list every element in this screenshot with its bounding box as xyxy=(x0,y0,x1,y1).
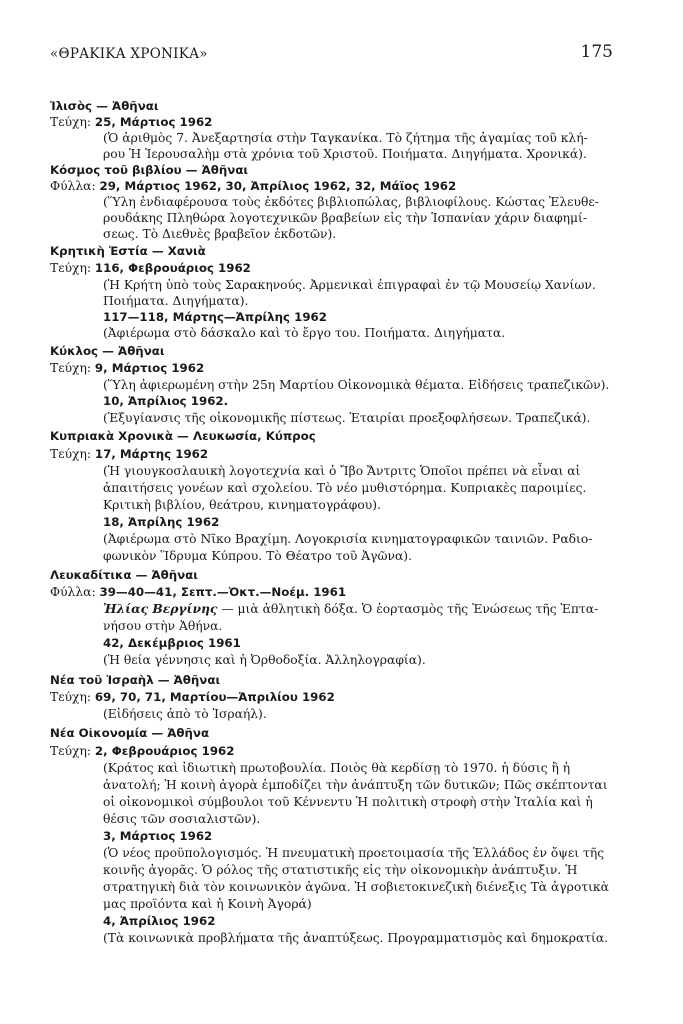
text-line xyxy=(50,743,234,759)
periodical-heading xyxy=(50,567,198,583)
bold-text: Νέα Οἰκονομία — Ἀθῆνα xyxy=(50,726,210,740)
plain-text: (Ἀφιέρωμα στὸ δάσκαλο καὶ τὸ ἔργο του. Ποιήματα. Διηγήματα. xyxy=(103,326,506,340)
plain-text: ρου Ἡ Ἱερουσαλὴμ στὰ χρόνια τοῦ Χριστοῦ. Ποιήματα. Διηγήματα. Χρονικά). xyxy=(103,147,587,161)
text-line xyxy=(103,531,592,547)
plain-text: στρατηγικὴ διὰ τὸν κοινωνικὸν ἀγῶνα. Ἡ σοβιετοκινεζικὴ διένεξις Τὰ ἀγροτικὰ xyxy=(103,880,609,894)
text-line xyxy=(103,463,580,479)
bold-text: 3, Μάρτιος 1962 xyxy=(103,829,213,843)
text-line xyxy=(103,514,219,530)
bold-text: Κρητικὴ Ἑστία — Χανιὰ xyxy=(50,244,206,258)
journal-title: «ΘΡΑΚΙΚΑ ΧΡΟΝΙΚΑ» xyxy=(50,46,208,62)
plain-text: σεως. Τὸ Διεθνὲς βραβεῖον ἐκδοτῶν). xyxy=(103,227,337,241)
text-line xyxy=(103,226,336,242)
text-line xyxy=(103,618,222,634)
text-line xyxy=(103,480,586,496)
plain-text: (Ἡ θεία γέννησις καὶ ἡ Ὀρθοδοξία. Ἀλληλογραφία). xyxy=(103,653,426,667)
text-line xyxy=(103,828,212,844)
plain-text: ρουδάκης Πληθώρα λογοτεχνικῶν βραβείων εἰς τὴν Ἱσπανίαν χάριν διαφημί- xyxy=(103,211,588,225)
text-line xyxy=(103,130,588,146)
bold-text: Κόσμος τοῦ βιβλίου — Ἀθῆναι xyxy=(50,163,249,177)
plain-text: Τεύχη: xyxy=(50,261,95,275)
plain-text: Φύλλα: xyxy=(50,585,100,599)
plain-text: Τεύχη: xyxy=(50,361,95,375)
periodical-heading xyxy=(50,672,220,688)
plain-text: (Ἀφιέρωμα στὸ Νῖκο Βραχίμη. Λογοκρισία κινηματογραφικῶν ταινιῶν. Ραδιο- xyxy=(103,532,593,546)
text-line xyxy=(50,584,346,600)
page-number: 175 xyxy=(580,42,613,62)
text-line xyxy=(50,360,204,376)
plain-text: ἀνατολή; Ἡ κοινὴ ἀγορὰ ἐμποδίζει τὴν ἀνάπτυξη τῶν δυτικῶν; Πῶς σκέπτονται xyxy=(103,778,608,792)
bold-text: 17, Μάρτης 1962 xyxy=(94,447,209,461)
bold-text: Νέα τοῦ Ἰσραὴλ — Ἀθῆναι xyxy=(50,673,221,687)
text-line xyxy=(103,706,267,722)
bold-text: 39—40—41, Σεπτ.—Ὀκτ.—Νοέμ. 1961 xyxy=(99,585,347,599)
text-line xyxy=(50,446,208,462)
periodical-heading xyxy=(50,428,316,444)
bold-text: Κυπριακὰ Χρονικὰ — Λευκωσία, Κύπρος xyxy=(50,429,316,443)
plain-text: θέσις τῶν σοσιαλιστῶν). xyxy=(103,812,261,826)
text-line xyxy=(103,879,609,895)
text-line xyxy=(103,293,248,309)
plain-text: οἱ οἰκονομικοὶ σύμβουλοι τοῦ Κέννεντυ Ἡ πολιτικὴ στροφὴ στὴν Ἰταλία καὶ ἡ xyxy=(103,795,593,809)
plain-text: Φύλλα: xyxy=(50,179,100,193)
plain-text: — μιὰ ἀθλητικὴ δόξα. Ὁ ἑορτασμὸς τῆς Ἑνώσεως τῆς Ἑπτα- xyxy=(217,602,599,616)
text-line xyxy=(103,794,593,810)
periodical-heading xyxy=(50,243,206,259)
text-line xyxy=(103,309,327,325)
plain-text: μας προϊόντα καὶ ἡ Κοινὴ Ἀγορά) xyxy=(103,897,312,911)
periodical-heading xyxy=(50,725,209,741)
bold-text: Ἰλισὸς — Ἀθῆναι xyxy=(50,99,159,113)
bold-text: 25, Μάρτιος 1962 xyxy=(94,115,213,129)
plain-text: (Ὁ ἀριθμὸς 7. Ἀνεξαρτησία στὴν Ταγκανίκα. Τὸ ζήτημα τῆς ἀγαμίας τοῦ κλή- xyxy=(103,131,588,145)
text-line xyxy=(103,845,604,861)
plain-text: (Εἰδήσεις ἀπὸ τὸ Ἰσραήλ). xyxy=(103,707,267,721)
plain-text: (Ὕλη ἀφιερωμένη στὴν 25η Μαρτίου Οἰκονομικὰ θέματα. Εἰδήσεις τραπεζικῶν). xyxy=(103,378,610,392)
bold-text: Λευκαδίτικα — Ἀθῆναι xyxy=(50,568,198,582)
bold-italic-text: Ἠλίας Βεργίνης xyxy=(103,601,218,616)
text-line xyxy=(50,689,335,705)
text-line xyxy=(103,652,426,668)
bold-text: 18, Ἀπρίλης 1962 xyxy=(103,515,220,529)
text-line xyxy=(103,194,599,210)
text-line xyxy=(103,913,215,929)
plain-text: (Ὁ νέος προϋπολογισμός. Ἡ πνευματικὴ προετοιμασία τῆς Ἑλλάδος ἐν ὄψει τῆς xyxy=(103,846,605,860)
text-line xyxy=(103,862,577,878)
plain-text: Κριτικὴ βιβλίου, θεάτρου, κινηματογράφου). xyxy=(103,498,381,512)
plain-text: Τεύχη: xyxy=(50,744,95,758)
plain-text: (Κράτος καὶ ἰδιωτικὴ πρωτοβουλία. Ποιὸς θὰ κερδίσῃ τὸ 1970. ἡ δύσις ἢ ἡ xyxy=(103,761,571,775)
bold-text: 4, Ἀπρίλιος 1962 xyxy=(103,914,216,928)
bold-text: 42, Δεκέμβριος 1961 xyxy=(103,636,241,650)
plain-text: Τεύχη: xyxy=(50,447,95,461)
bold-text: 116, Φεβρουάριος 1962 xyxy=(94,261,251,275)
plain-text: Τεύχη: xyxy=(50,690,95,704)
text-line xyxy=(103,811,260,827)
plain-text: (Ἡ Κρήτη ὑπὸ τοὺς Σαρακηνούς. Ἀρμενικαὶ ἐπιγραφαὶ ἐν τῷ Μουσείῳ Χανίων. xyxy=(103,278,596,292)
text-line xyxy=(103,497,381,513)
plain-text: (Ὕλη ἐνδιαφέρουσα τοὺς ἐκδότες βιβλιοπώλας, βιβλιοφίλους. Κώστας Ἐλευθε- xyxy=(103,195,599,209)
text-line xyxy=(103,146,587,162)
text-line xyxy=(103,777,608,793)
text-line xyxy=(50,114,212,130)
bold-text: 117—118, Μάρτης—Ἀπρίλης 1962 xyxy=(103,310,327,324)
periodical-heading xyxy=(50,343,164,359)
plain-text: Ποιήματα. Διηγήματα). xyxy=(103,294,249,308)
text-line xyxy=(103,896,312,912)
bold-text: 29, Μάρτιος 1962, 30, Ἀπρίλιος 1962, 32, Μάϊος 1962 xyxy=(99,179,457,193)
plain-text: φωνικὸν Ἵδρυμα Κύπρου. Τὸ Θέατρο τοῦ Ἀγῶνα). xyxy=(103,549,413,563)
plain-text: νήσου στὴν Ἀθήνα. xyxy=(103,619,223,633)
plain-text: ἀπαιτήσεις γονέων καὶ σχολείου. Τὸ νέο μυθιστόρημα. Κυπριακὲς παροιμίες. xyxy=(103,481,587,495)
text-line xyxy=(103,325,505,341)
text-line xyxy=(103,930,608,946)
plain-text: (Ἐξυγίανσις τῆς οἰκονομικῆς πίστεως. Ἑταιρίαι προεξοφλήσεων. Τραπεζικά). xyxy=(103,411,591,425)
plain-text: κοινῆς ἀγορᾶς. Ὁ ρόλος τῆς στατιστικῆς εἰς τὴν οἰκονομικὴν ἀνάπτυξιν. Ἡ xyxy=(103,863,578,877)
bold-text: 9, Μάρτιος 1962 xyxy=(94,361,205,375)
text-line xyxy=(103,548,412,564)
bold-text: 69, 70, 71, Μαρτίου—Ἀπριλίου 1962 xyxy=(94,690,335,704)
text-line xyxy=(103,760,570,776)
text-line xyxy=(50,260,251,276)
periodical-heading xyxy=(50,162,248,178)
text-line xyxy=(103,210,587,226)
plain-text: (Ἡ γιουγκοσλαυικὴ λογοτεχνία καὶ ὁ Ἴβο Ἄντριτς Ὁποῖοι πρέπει νὰ εἶναι αἱ xyxy=(103,464,581,478)
text-line xyxy=(103,635,241,651)
text-line xyxy=(103,377,609,393)
bold-text: Κύκλος — Ἀθῆναι xyxy=(50,344,165,358)
text-line xyxy=(103,601,598,617)
text-line xyxy=(103,393,228,409)
text-line xyxy=(103,277,596,293)
text-line xyxy=(103,410,590,426)
bold-text: 10, Ἀπρίλιος 1962. xyxy=(103,394,229,408)
text-line xyxy=(50,178,456,194)
bold-text: 2, Φεβρουάριος 1962 xyxy=(94,744,235,758)
periodical-heading xyxy=(50,98,158,114)
plain-text: (Τὰ κοινωνικὰ προβλήματα τῆς ἀναπτύξεως. Προγραμματισμὸς καὶ δημοκρατία. xyxy=(103,931,609,945)
plain-text: Τεύχη: xyxy=(50,115,95,129)
